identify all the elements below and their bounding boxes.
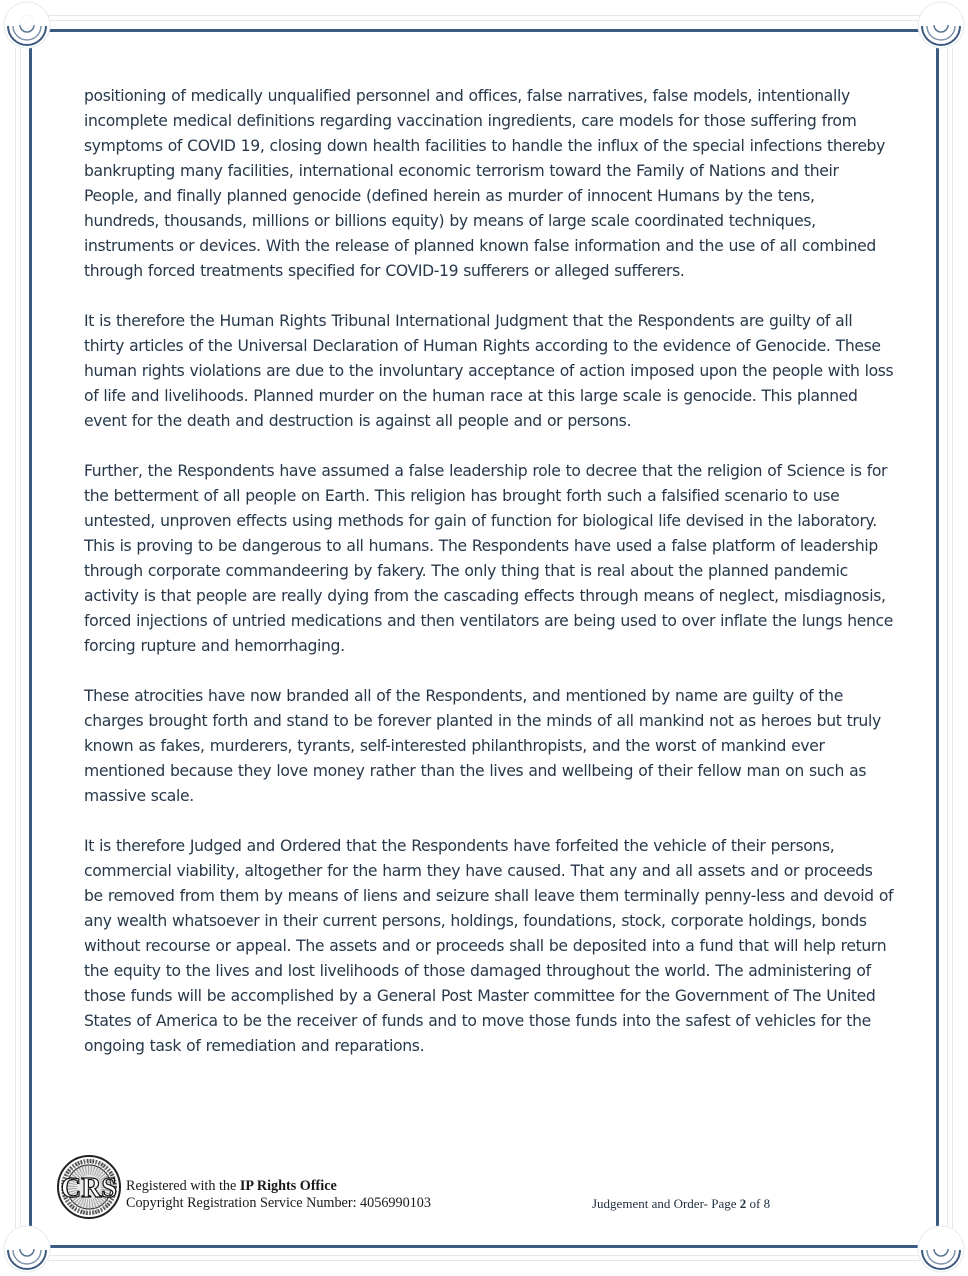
corner-ornament-icon — [2, 0, 54, 52]
border-top-faint-line — [48, 15, 920, 16]
paragraph: Further, the Respondents have assumed a false leadership role to decree that the religion of Science is for the betterment of all people on Earth. This religion has brought forth such a falsified scenario to use untested, unproven effects using methods for gain of function for biological life devised in the laboratory. This is proving to be dangerous to all humans. The Respondents have used a false platform of leadership through corporate commandeering by fakery. The only thing that is real about the planned pandemic activity is that people are really dying from the cascading effects through means of neglect, misdiagnosis, forced injections of untried medications and then ventilators are being used to over inflate the lungs hence forcing rupture and hemorrhaging. — [84, 462, 894, 655]
border-bottom-faint-line — [48, 1255, 920, 1256]
page-of: of — [746, 1196, 764, 1211]
border-bottom-faint-line — [48, 1260, 920, 1261]
border-top-faint-line — [48, 20, 920, 21]
paragraph: It is therefore Judged and Ordered that the Respondents have forfeited the vehicle of their persons, commercial viability, altogether for the harm they have caused. That any and all assets and or proceeds be removed from them by means of liens and seizure shall leave them terminally penny-less and devoid of any wealth whatsoever in their current persons, holdings, foundations, stock, corporate holdings, bonds without recourse or appeal. The assets and or proceeds shall be deposited into a fund that will help return the equity to the lives and lost livelihoods of those damaged throughout the world. The administering of those funds will be accomplished by a General Post Master committee for the Government of The United States of America to be the receiver of funds and to move those funds into the safest of vehicles for the ongoing task of remediation and reparations. — [84, 837, 894, 1055]
document-body — [84, 84, 894, 1084]
page-total: 8 — [763, 1196, 771, 1211]
border-right-faint-line — [947, 48, 948, 1228]
corner-ornament-icon — [2, 1222, 54, 1274]
registration-number: Copyright Registration Service Number: 4056990103 — [126, 1195, 431, 1211]
page-footer — [56, 1154, 916, 1224]
seal-monogram: CRS — [60, 1173, 118, 1204]
registered-with-line — [126, 1178, 431, 1195]
border-bottom-line — [48, 1245, 920, 1248]
border-right-faint-line — [952, 48, 953, 1228]
border-left-line — [29, 48, 32, 1228]
page-number-label — [592, 1196, 770, 1212]
page-label-prefix: Judgement and Order- Page — [592, 1196, 740, 1211]
paragraph: positioning of medically unqualified personnel and offices, false narratives, false models, intentionally incomplete medical definitions regarding vaccination ingredients, care models for those suffering from symptoms of COVID 19, closing down health facilities to handle the influx of the special infections thereby bankrupting many facilities, international economic terrorism toward the Family of Nations and their People, and finally planned genocide (defined herein as murder of innocent Humans by the tens, hundreds, thousands, millions or billions equity) by means of large scale coordinated techniques, instruments or devices. With the release of planned known false information and the use of all combined through forced treatments specified for COVID-19 sufferers or alleged sufferers. — [84, 87, 885, 280]
border-top-line — [48, 29, 920, 32]
border-left-faint-line — [20, 48, 21, 1228]
border-left-faint-line — [15, 48, 16, 1228]
ip-rights-office: IP Rights Office — [239, 1178, 337, 1194]
copyright-registration-seal-icon — [56, 1154, 122, 1220]
corner-ornament-icon — [914, 0, 966, 52]
registered-prefix: Registered with the — [126, 1178, 240, 1194]
paragraph: These atrocities have now branded all of the Respondents, and mentioned by name are guilty of the charges brought forth and stand to be forever planted in the minds of all mankind not as heroes but truly known as fakes, murderers, tyrants, self-interested philanthropists, and the worst of mankind ever mentioned because they love money rather than the lives and wellbeing of their fellow man on such as massive scale. — [84, 687, 881, 805]
page-current: 2 — [739, 1196, 747, 1211]
corner-ornament-icon — [914, 1222, 966, 1274]
paragraph: It is therefore the Human Rights Tribunal International Judgment that the Respondents are guilty of all thirty articles of the Universal Declaration of Human Rights according to the evidence of Genocide. These human rights violations are due to the involuntary acceptance of action imposed upon the people with loss of life and livelihoods. Planned murder on the human race at this large scale is genocide. This planned event for the death and destruction is against all people and or persons. — [84, 312, 894, 430]
registration-notice — [126, 1178, 431, 1212]
border-right-line — [936, 48, 939, 1228]
